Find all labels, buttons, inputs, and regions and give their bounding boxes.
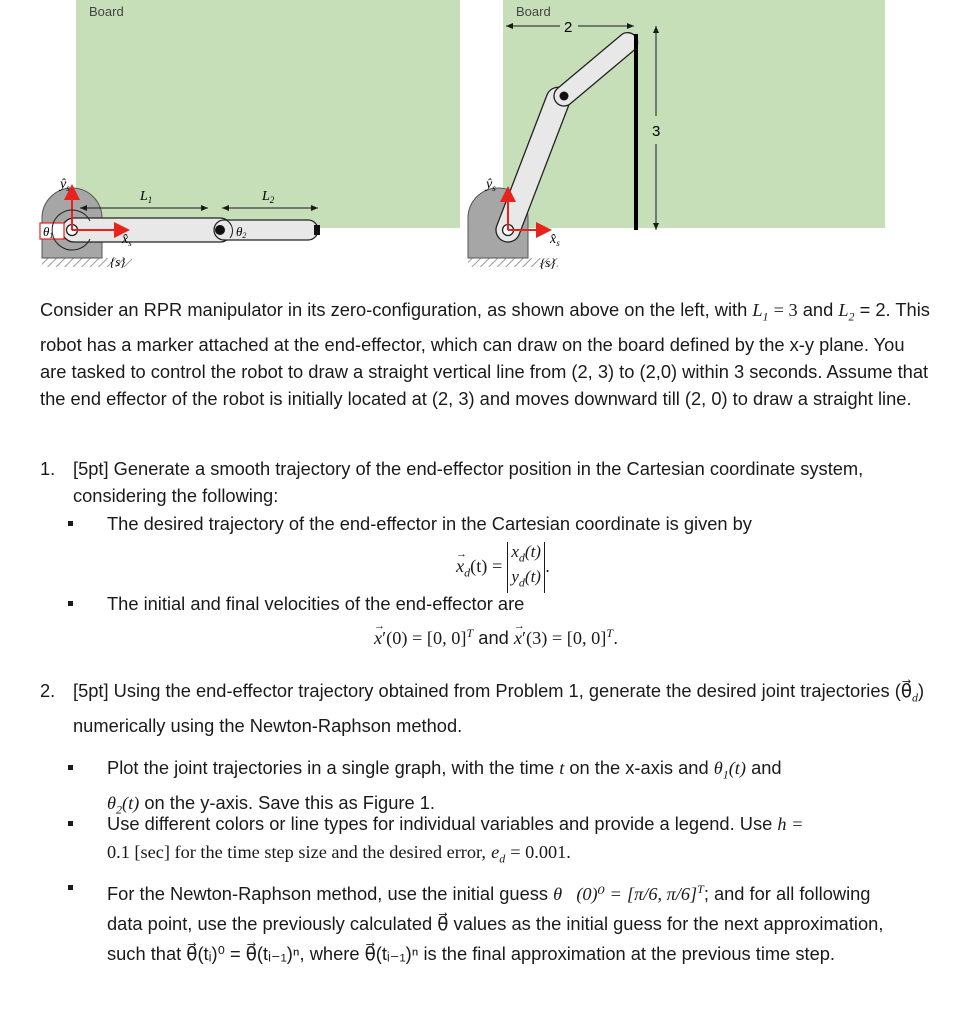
question-2 <box>40 677 930 739</box>
q2-b1-b: on the x-axis and <box>569 757 709 778</box>
eq2-T1: T <box>466 626 474 640</box>
question-2-number: 2. <box>40 680 56 701</box>
right-xs-label: $x̂_s$ <box>550 232 560 248</box>
q1-bullet-2 <box>73 590 893 617</box>
q2-b2-h: h = <box>777 814 804 834</box>
eq2-and: and <box>478 627 509 649</box>
eq1-t: (t) = <box>470 556 503 577</box>
q2-bullet-2-text: Use different colors or line types for individual variables and provide a legend. Use h = 0.1 [sec] for the time step size and the desired error, $e_d = 0.001$. <box>107 813 804 866</box>
bullet-icon <box>68 521 73 526</box>
left-L2-label: $L_2$ <box>262 189 275 205</box>
eq2-a: ′(0) = [0, 0] <box>382 628 467 649</box>
q2-text-sub: d <box>912 690 919 705</box>
q2-bullet-3-text: For the Newton-Raphson method, use the initial guess θ⃗(0)⁰ = [π/6, π/6]$^T$; and for all following data point, use the previously calculated θ⃗ values as the initial guess for the next approximation, such that θ⃗(tᵢ)⁰ = θ⃗(tᵢ₋₁)ⁿ, where θ⃗(tᵢ₋₁)ⁿ is the final approximation at the previous time step. <box>107 882 884 965</box>
intro-L2: $L_2$ <box>838 300 855 324</box>
eq1-bot: y <box>511 567 519 587</box>
q1-bullet-2-text: The initial and final velocities of the end-effector are <box>107 593 525 614</box>
q2-b1-c: and <box>751 757 782 778</box>
question-1 <box>40 455 930 509</box>
left-figure <box>40 0 460 269</box>
q2-b2-b: 0.1 [sec] for the time step size and the desired error, <box>107 842 486 862</box>
eq1-lhs: → x <box>456 553 464 580</box>
left-frame-label: {s} <box>110 254 126 269</box>
left-xs-label: $x̂_s$ <box>122 232 132 248</box>
q2-b1-d: on the y-axis. Save this as Figure 1. <box>144 791 435 813</box>
eq1-sub: d <box>464 565 471 580</box>
q2-text-end: ) numerically using the Newton-Raphson method. <box>73 680 925 736</box>
q2-text-a: [5pt] Using the end-effector trajectory obtained from Problem 1, generate the desired joint trajectories (θ⃗ <box>73 680 913 701</box>
intro-text-2: and <box>802 299 834 320</box>
figure-svg <box>0 0 976 285</box>
left-ys-label: $ŷ_s$ <box>60 177 70 193</box>
bullet-icon <box>68 601 73 606</box>
left-joint2 <box>215 225 225 235</box>
q1-eq-velocities: → x′(0) = [0, 0]$^T$ and → x′(3) = [0, 0]$^T$. <box>374 620 618 652</box>
q2-b3-a: For the Newton-Raphson method, use the initial guess <box>107 883 549 905</box>
q2-b2-e: = 0.001. <box>510 842 571 862</box>
left-board-label: Board <box>89 4 124 19</box>
question-1-text: [5pt] Generate a smooth trajectory of the end-effector position in the Cartesian coordinate system, considering the following: <box>73 458 864 506</box>
q2-b1-t: t <box>559 758 565 778</box>
bullet-icon <box>68 885 73 890</box>
eq2-b: ′(3) = [0, 0] <box>522 628 607 649</box>
bullet-icon <box>68 765 73 770</box>
left-theta1-label: θ1 <box>43 224 54 240</box>
intro-text-1: Consider an RPR manipulator in its zero-configuration, as shown above on the left, with <box>40 299 748 320</box>
q2-b3-guess: θ⃗(0)⁰ = <box>553 884 622 905</box>
eq1-vector: $x_d(t)$ $y_d(t)$ <box>507 542 545 593</box>
q1-eq-trajectory: → $x_d(t) = x_d(t)$ $y_d(t)$. <box>456 542 550 593</box>
left-L1-label: $L_1$ <box>140 189 153 205</box>
question-2-text <box>73 677 930 739</box>
eq2-T2: T <box>606 626 614 640</box>
q1-bullet-1-text: The desired trajectory of the end-effector in the Cartesian coordinate is given by <box>107 513 752 534</box>
right-width-label: 2 <box>564 19 573 36</box>
right-height-label: 3 <box>652 123 661 140</box>
intro-L1: $L_1$ <box>752 300 769 324</box>
q2-bullet-3 <box>73 874 893 969</box>
right-frame-label: {s} <box>540 255 556 270</box>
left-theta2-label: θ2 <box>236 224 247 240</box>
right-joint2 <box>560 92 569 101</box>
q1-bullet-1 <box>73 510 893 537</box>
question-1-number: 1. <box>40 458 56 479</box>
q2-bullet-2 <box>73 810 893 873</box>
q2-b2-a: Use different colors or line types for individual variables and provide a legend. Use <box>107 813 773 834</box>
q2-b1-a: Plot the joint trajectories in a single graph, with the time <box>107 757 555 778</box>
left-marker-tip <box>314 225 320 235</box>
right-figure <box>468 0 885 270</box>
intro-text-3: = 2. This robot has a marker attached at the end-effector, which can draw on the board defined by the x-y plane. You are tasked to control the robot to draw a straight vertical line from (2, 3) to (2,0) within 3 seconds. Assume that the end effector of the robot is initially located at (2, 3) and moves downward till (2, 0) to draw a straight line. <box>40 299 930 409</box>
intro-paragraph <box>40 296 930 412</box>
q2-b3-frac: [π/6, π/6] <box>626 884 698 905</box>
intro-L1-eq: = 3 <box>773 300 798 320</box>
q2-b3-b: ; and for all following data point, use the previously calculated θ⃗ values as the initial guess for the next approximation, such that θ⃗(tᵢ)⁰ = θ⃗(tᵢ₋₁)ⁿ, where θ⃗(tᵢ₋₁)ⁿ is the final approximation at the previous time step. <box>107 883 884 965</box>
bullet-icon <box>68 821 73 826</box>
right-board-label: Board <box>516 4 551 19</box>
robot-figures <box>0 0 976 285</box>
eq1-top: x <box>511 542 519 561</box>
eq1-top-tail: (t) <box>524 542 541 561</box>
eq1-bot-tail: (t) <box>524 567 541 587</box>
right-ys-label: $ŷ_s$ <box>486 177 496 193</box>
q2-bullet-1-text: Plot the joint trajectories in a single graph, with the time t on the x-axis and $\theta_1(t)$ and $\theta_2(t)$ on the y-axis. Save this as Figure 1. <box>107 757 782 817</box>
